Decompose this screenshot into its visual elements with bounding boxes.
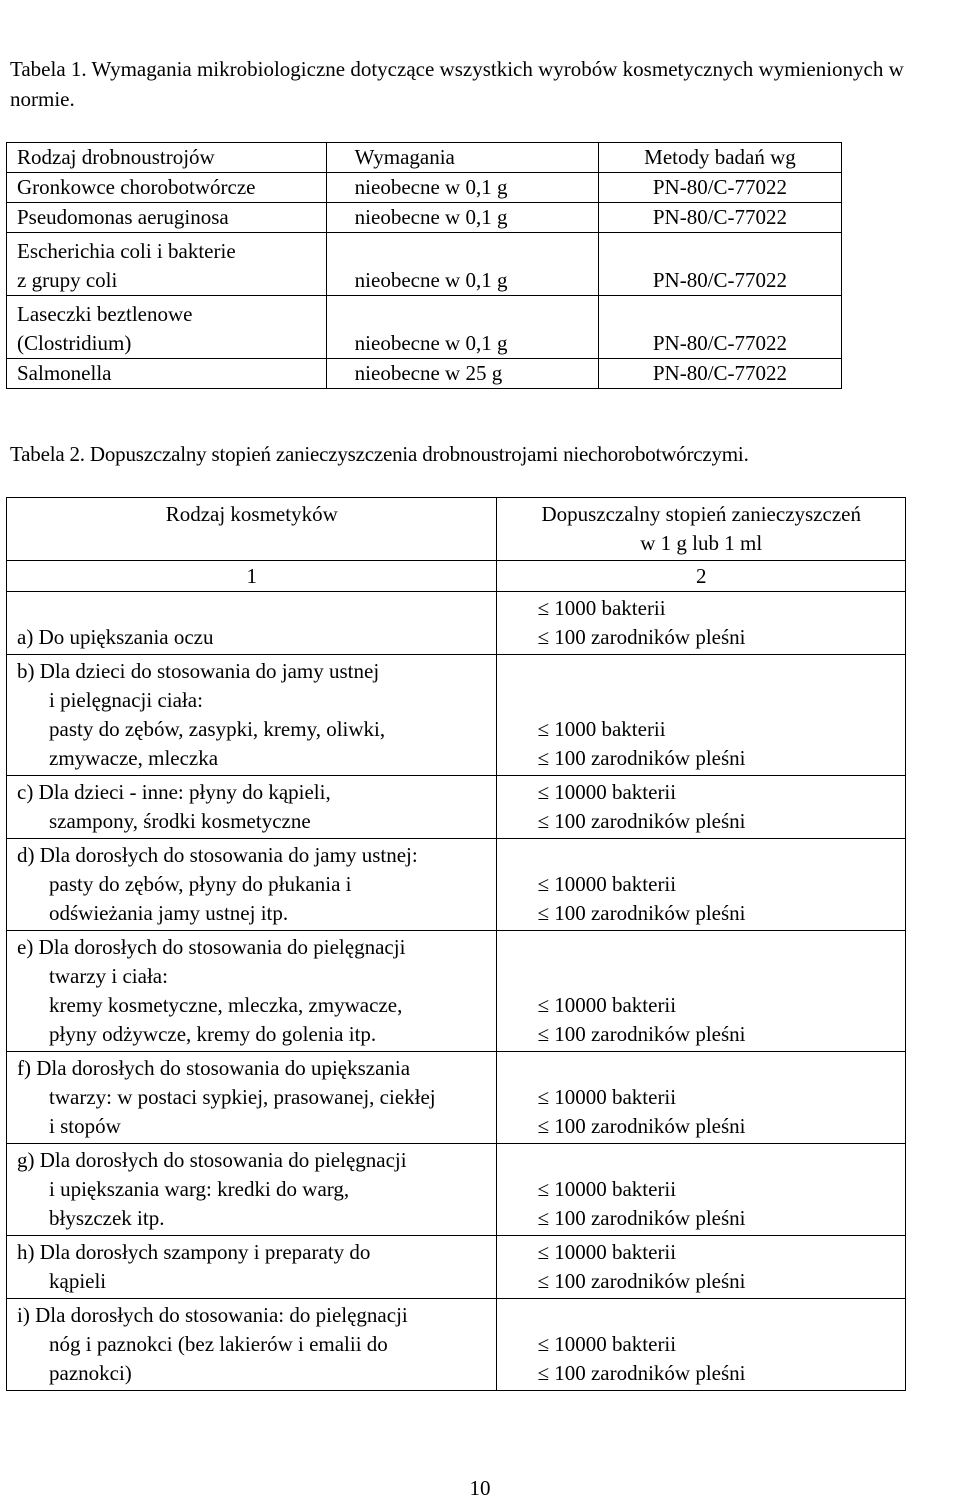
method-cell: PN-80/C-77022 xyxy=(598,203,841,233)
cosmetic-type-line: c) Dla dzieci - inne: płyny do kąpieli, xyxy=(17,780,331,804)
organism-line: Pseudomonas aeruginosa xyxy=(17,205,229,229)
column-number: 2 xyxy=(497,561,906,592)
requirement-cell: nieobecne w 25 g xyxy=(326,359,598,389)
requirement-cell: nieobecne w 0,1 g xyxy=(326,203,598,233)
limit-cell xyxy=(497,839,906,931)
bacteria-limit: ≤ 10000 bakterii xyxy=(537,780,677,804)
contamination-limits-table xyxy=(6,497,906,1391)
cosmetic-type-cell xyxy=(7,776,497,839)
fungi-limit: ≤ 100 zarodników pleśni xyxy=(537,1269,746,1293)
table2-row xyxy=(7,1144,906,1236)
cosmetic-type-line: nóg i paznokci (bez lakierów i emalii do xyxy=(49,1332,388,1356)
bacteria-limit: ≤ 10000 bakterii xyxy=(537,1240,677,1264)
cosmetic-type-line: kremy kosmetyczne, mleczka, zmywacze, xyxy=(49,993,403,1017)
bacteria-limit: ≤ 1000 bakterii xyxy=(537,596,666,620)
bacteria-limit: ≤ 10000 bakterii xyxy=(537,1177,677,1201)
table2-body xyxy=(7,498,906,1391)
cosmetic-type-header: Rodzaj kosmetyków xyxy=(7,498,497,561)
fungi-limit: ≤ 100 zarodników pleśni xyxy=(537,1361,746,1385)
cosmetic-type-line: odświeżania jamy ustnej itp. xyxy=(49,901,289,925)
table1-header-cell: Metody badań wg xyxy=(598,143,841,173)
table1-row xyxy=(7,296,842,359)
cosmetic-type-cell xyxy=(7,655,497,776)
table2-row xyxy=(7,776,906,839)
method-cell: PN-80/C-77022 xyxy=(598,173,841,203)
cosmetic-type-line: b) Dla dzieci do stosowania do jamy ustnej xyxy=(17,659,380,683)
table2-row xyxy=(7,839,906,931)
organism-cell xyxy=(7,203,327,233)
fungi-limit: ≤ 100 zarodników pleśni xyxy=(537,809,746,833)
requirement-cell: nieobecne w 0,1 g xyxy=(326,296,598,359)
organism-cell xyxy=(7,296,327,359)
fungi-limit: ≤ 100 zarodników pleśni xyxy=(537,1206,746,1230)
fungi-limit: ≤ 100 zarodników pleśni xyxy=(537,901,746,925)
fungi-limit: ≤ 100 zarodników pleśni xyxy=(537,1022,746,1046)
cosmetic-type-line: a) Do upiększania oczu xyxy=(17,625,214,649)
limit-cell xyxy=(497,776,906,839)
limit-cell xyxy=(497,1236,906,1299)
cosmetic-type-cell xyxy=(7,1052,497,1144)
page-number: 10 xyxy=(469,1476,491,1500)
organism-cell xyxy=(7,359,327,389)
cosmetic-type-line: zmywacze, mleczka xyxy=(49,746,219,770)
table2-row xyxy=(7,1299,906,1391)
table2-row xyxy=(7,931,906,1052)
table1-row xyxy=(7,203,842,233)
fungi-limit: ≤ 100 zarodników pleśni xyxy=(537,746,746,770)
cosmetic-type-cell xyxy=(7,839,497,931)
cosmetic-type-line: i) Dla dorosłych do stosowania: do pielęgnacji xyxy=(17,1303,408,1327)
organism-cell xyxy=(7,173,327,203)
table1-caption: Tabela 1. Wymagania mikrobiologiczne dotyczące wszystkich wyrobów kosmetycznych wymienionych w normie. xyxy=(10,57,904,111)
bacteria-limit: ≤ 1000 bakterii xyxy=(537,717,666,741)
organism-line: Salmonella xyxy=(17,361,112,385)
table2-header-row xyxy=(7,498,906,561)
cosmetic-type-cell xyxy=(7,1236,497,1299)
method-cell: PN-80/C-77022 xyxy=(598,233,841,296)
cosmetic-type-line: d) Dla dorosłych do stosowania do jamy ustnej: xyxy=(17,843,418,867)
cosmetic-type-cell xyxy=(7,931,497,1052)
cosmetic-type-line: pasty do zębów, płyny do płukania i xyxy=(49,872,352,896)
limit-cell xyxy=(497,1144,906,1236)
table2-row xyxy=(7,592,906,655)
fungi-limit: ≤ 100 zarodników pleśni xyxy=(537,1114,746,1138)
cosmetic-type-line: szampony, środki kosmetyczne xyxy=(49,809,311,833)
table2-caption: Tabela 2. Dopuszczalny stopień zanieczyszczenia drobnoustrojami niechorobotwórczymi. xyxy=(10,442,749,466)
limit-header-line: Dopuszczalny stopień zanieczyszczeń xyxy=(541,502,861,526)
limit-cell xyxy=(497,1052,906,1144)
cosmetic-type-line: i pielęgnacji ciała: xyxy=(49,688,203,712)
table1-row xyxy=(7,233,842,296)
cosmetic-type-cell xyxy=(7,1144,497,1236)
cosmetic-type-line: płyny odżywcze, kremy do golenia itp. xyxy=(49,1022,377,1046)
table2-row xyxy=(7,1236,906,1299)
organism-line: Gronkowce chorobotwórcze xyxy=(17,175,256,199)
bacteria-limit: ≤ 10000 bakterii xyxy=(537,872,677,896)
table2-row xyxy=(7,1052,906,1144)
limit-header-line: w 1 g lub 1 ml xyxy=(640,531,763,555)
cosmetic-type-line: i upiększania warg: kredki do warg, xyxy=(49,1177,350,1201)
table1-header-cell: Wymagania xyxy=(326,143,598,173)
cosmetic-type-line: błyszczek itp. xyxy=(49,1206,165,1230)
cosmetic-type-cell xyxy=(7,1299,497,1391)
limit-cell xyxy=(497,592,906,655)
cosmetic-type-line: e) Dla dorosłych do stosowania do pielęgnacji xyxy=(17,935,406,959)
cosmetic-type-line: twarzy i ciała: xyxy=(49,964,168,988)
table1-header-row xyxy=(7,143,842,173)
cosmetic-type-line: g) Dla dorosłych do stosowania do pielęgnacji xyxy=(17,1148,407,1172)
requirement-cell: nieobecne w 0,1 g xyxy=(326,173,598,203)
cosmetic-type-cell xyxy=(7,592,497,655)
cosmetic-type-line: twarzy: w postaci sypkiej, prasowanej, ciekłej xyxy=(49,1085,436,1109)
limit-cell xyxy=(497,1299,906,1391)
method-cell: PN-80/C-77022 xyxy=(598,296,841,359)
table1-row xyxy=(7,173,842,203)
table1-row xyxy=(7,359,842,389)
organism-line: Escherichia coli i bakterie xyxy=(17,239,236,263)
limit-cell xyxy=(497,655,906,776)
table1-header-cell: Rodzaj drobnoustrojów xyxy=(7,143,327,173)
cosmetic-type-line: kąpieli xyxy=(49,1269,107,1293)
fungi-limit: ≤ 100 zarodników pleśni xyxy=(537,625,746,649)
limit-header xyxy=(497,498,906,561)
bacteria-limit: ≤ 10000 bakterii xyxy=(537,1085,677,1109)
bacteria-limit: ≤ 10000 bakterii xyxy=(537,993,677,1017)
organism-line: z grupy coli xyxy=(17,268,118,292)
cosmetic-type-line: f) Dla dorosłych do stosowania do upiększania xyxy=(17,1056,411,1080)
table1-body xyxy=(7,143,842,389)
column-number: 1 xyxy=(7,561,497,592)
organism-line: Laseczki beztlenowe xyxy=(17,302,193,326)
requirement-cell: nieobecne w 0,1 g xyxy=(326,233,598,296)
organism-line: (Clostridium) xyxy=(17,331,132,355)
microbiological-requirements-table xyxy=(6,142,842,389)
cosmetic-type-line: i stopów xyxy=(49,1114,121,1138)
cosmetic-type-line: paznokci) xyxy=(49,1361,132,1385)
method-cell: PN-80/C-77022 xyxy=(598,359,841,389)
cosmetic-type-line: h) Dla dorosłych szampony i preparaty do xyxy=(17,1240,371,1264)
organism-cell xyxy=(7,233,327,296)
cosmetic-type-line: pasty do zębów, zasypki, kremy, oliwki, xyxy=(49,717,386,741)
table2-column-number-row xyxy=(7,561,906,592)
bacteria-limit: ≤ 10000 bakterii xyxy=(537,1332,677,1356)
table2-row xyxy=(7,655,906,776)
limit-cell xyxy=(497,931,906,1052)
